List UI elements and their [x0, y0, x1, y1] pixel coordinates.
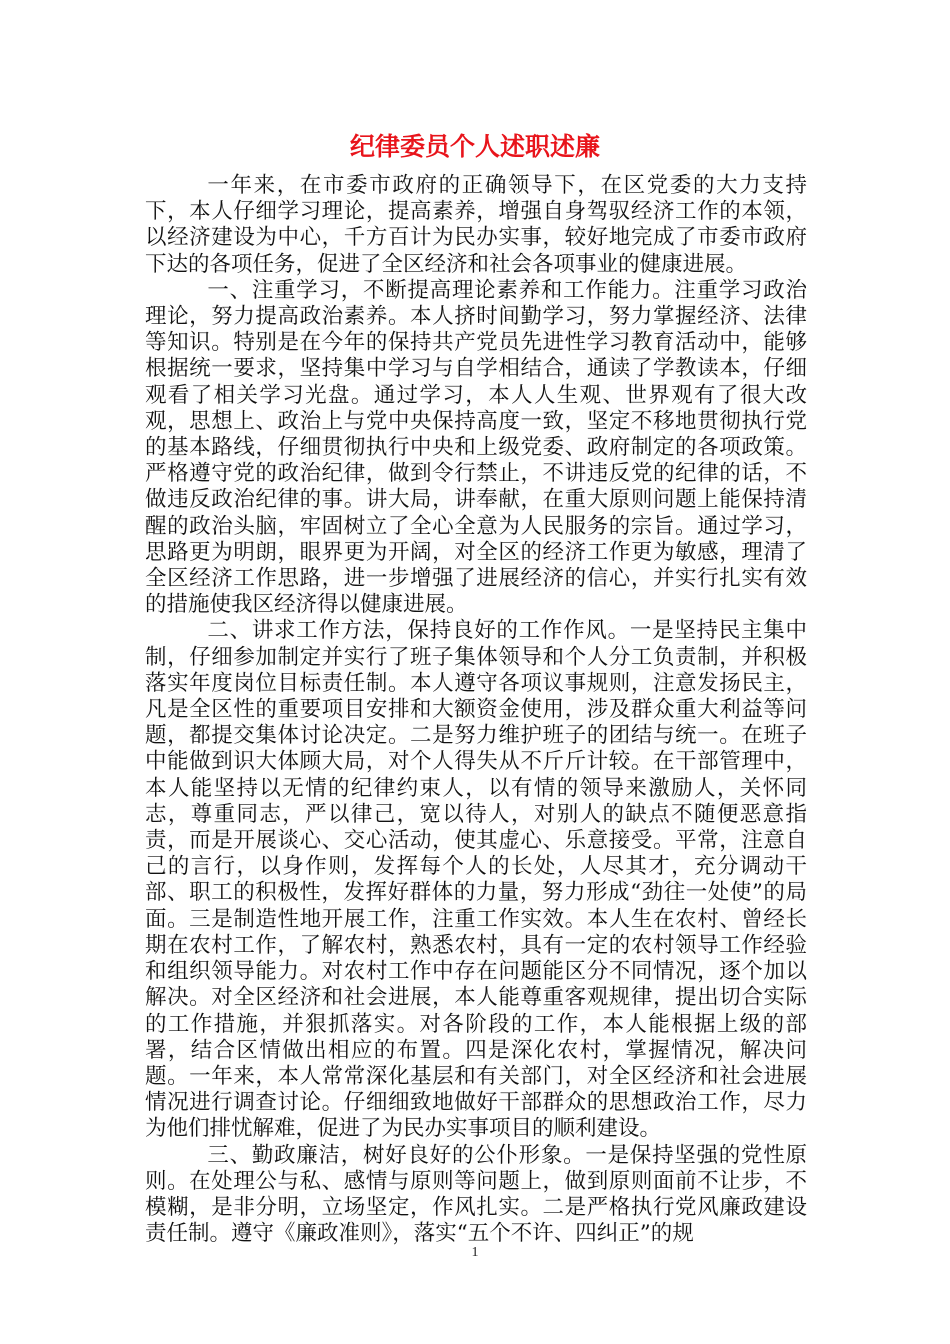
- paragraph-intro: 一年来，在市委市政府的正确领导下，在区党委的大力支持下，本人仔细学习理论，提高素养，增强自身驾驭经济工作的本领，以经济建设为中心，千方百计为民办实事，较好地完成了市委市政府下达的各项任务，促进了全区经济和社会各项事业的健康进展。: [145, 173, 807, 277]
- document-title: 纪律委员个人述职述廉: [349, 132, 600, 161]
- paragraph-section-3: 三、勤政廉洁，树好良好的公仆形象。一是保持坚强的党性原则。在处理公与私、感情与原则等问题上，做到原则面前不让步，不模糊，是非分明，立场坚定，作风扎实。二是严格执行党风廉政建设责任制。遵守《廉政准则》，落实“五个不许、四纠正”的规: [145, 1142, 807, 1247]
- page-number: 1: [471, 1245, 479, 1260]
- document-body: [145, 173, 807, 1247]
- paragraph-section-2: 二、讲求工作方法，保持良好的工作作风。一是坚持民主集中制，仔细参加制定并实行了班子集体领导和个人分工负责制，并积极落实年度岗位目标责任制。本人遵守各项议事规则，注意发扬民主，凡是全区性的重要项目安排和大额资金使用，涉及群众重大利益等问题，都提交集体讨论决定。二是努力维护班子的团结与统一。在班子中能做到识大体顾大局，对个人得失从不斤斤计较。在干部管理中，本人能坚持以无情的纪律约束人，以有情的领导来激励人，关怀同志，尊重同志，严以律己，宽以待人，对别人的缺点不随便恶意指责，而是开展谈心、交心活动，使其虚心、乐意接受。平常，注意自己的言行，以身作则，发挥每个人的长处，人尽其才，充分调动干部、职工的积极性，发挥好群体的力量，努力形成“劲往一处使”的局面。三是制造性地开展工作，注重工作实效。本人生在农村、曾经长期在农村工作，了解农村，熟悉农村，具有一定的农村领导工作经验和组织领导能力。对农村工作中存在问题能区分不同情况，逐个加以解决。对全区经济和社会进展，本人能尊重客观规律，提出切合实际的工作措施，并狠抓落实。对各阶段的工作，本人能根据上级的部署，结合区情做出相应的布置。四是深化农村，掌握情况，解决问题。一年来，本人常常深化基层和有关部门，对全区经济和社会进展情况进行调查讨论。仔细细致地做好干部群众的思想政治工作，尽力为他们排忧解难，促进了为民办实事项目的顺利建设。: [145, 618, 807, 1142]
- paragraph-section-1: 一、注重学习，不断提高理论素养和工作能力。注重学习政治理论，努力提高政治素养。本人挤时间勤学习，努力掌握经济、法律等知识。特别是在今年的保持共产党员先进性学习教育活动中，能够根据统一要求，坚持集中学习与自学相结合，通读了学教读本，仔细观看了相关学习光盘。通过学习，本人人生观、世界观有了很大改观，思想上、政治上与党中央保持高度一致，坚定不移地贯彻执行党的基本路线，仔细贯彻执行中央和上级党委、政府制定的各项政策。严格遵守党的政治纪律，做到令行禁止，不讲违反党的纪律的话，不做违反政治纪律的事。讲大局，讲奉献，在重大原则问题上能保持清醒的政治头脑，牢固树立了全心全意为人民服务的宗旨。通过学习，思路更为明朗，眼界更为开阔，对全区的经济工作更为敏感，理清了全区经济工作思路，进一步增强了进展经济的信心，并实行扎实有效的措施使我区经济得以健康进展。: [145, 277, 807, 618]
